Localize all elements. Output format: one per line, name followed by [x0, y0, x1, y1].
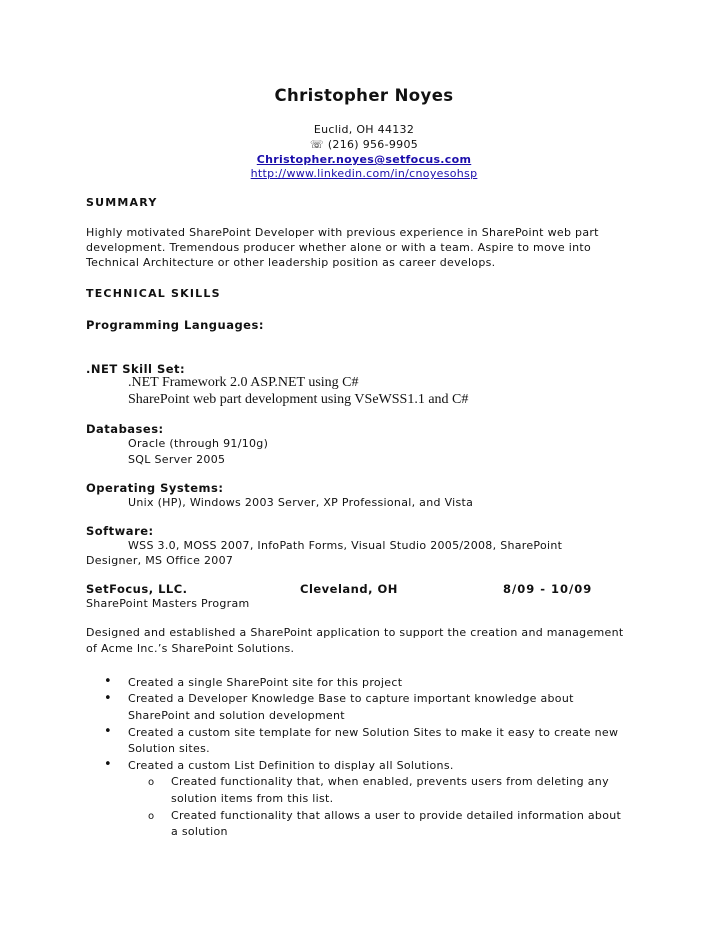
software-label: Software: — [86, 524, 154, 538]
employment-dates: 8/09 - 10/09 — [503, 582, 593, 596]
summary-line: development. Tremendous producer whether alone or with a team. Aspire to move into — [86, 241, 592, 254]
bullet-item: Created a custom site template for new Solution Sites to make it easy to create new — [128, 726, 619, 739]
sub-bullet-item: Created functionality that allows a user to provide detailed information about — [171, 809, 622, 822]
phone-icon: ☏ — [309, 138, 325, 151]
company-location: Cleveland, OH — [300, 582, 398, 596]
net-skill-item: .NET Framework 2.0 ASP.NET using C# — [128, 375, 359, 390]
summary-line: Technical Architecture or other leadership position as career develops. — [86, 256, 496, 269]
summary-line: Highly motivated SharePoint Developer with previous experience in SharePoint web part — [86, 226, 599, 239]
experience-description: of Acme Inc.’s SharePoint Solutions. — [86, 642, 295, 655]
bullet-icon: • — [104, 691, 112, 706]
net-skill-set-label: .NET Skill Set: — [86, 362, 186, 376]
phone — [0, 138, 728, 151]
software-line: WSS 3.0, MOSS 2007, InfoPath Forms, Visual Studio 2005/2008, SharePoint — [128, 539, 563, 552]
bullet-icon: • — [104, 674, 112, 689]
sub-bullet-icon: o — [148, 777, 155, 788]
bullet-item-continued: Solution sites. — [128, 742, 210, 755]
databases-label: Databases: — [86, 422, 164, 436]
resume-name: Christopher Noyes — [274, 86, 454, 105]
linkedin-link[interactable]: http://www.linkedin.com/in/cnoyesohsp — [250, 167, 478, 180]
phone-number: (216) 956-9905 — [327, 138, 419, 151]
software-line: Designer, MS Office 2007 — [86, 554, 234, 567]
linkedin-link-row — [0, 167, 728, 180]
bullet-item-continued: SharePoint and solution development — [128, 709, 345, 722]
bullet-item: Created a custom List Definition to display all Solutions. — [128, 759, 454, 772]
database-item: SQL Server 2005 — [128, 453, 226, 466]
email-link-row — [0, 153, 728, 166]
bullet-icon: • — [104, 757, 112, 772]
bullet-icon: • — [104, 724, 112, 739]
sub-bullet-item-continued: solution items from this list. — [171, 792, 334, 805]
programming-languages-label: Programming Languages: — [86, 318, 264, 332]
email-link[interactable]: Christopher.noyes@setfocus.com — [256, 153, 472, 166]
database-item: Oracle (through 91/10g) — [128, 437, 269, 450]
experience-description: Designed and established a SharePoint application to support the creation and management — [86, 626, 624, 639]
company-name: SetFocus, LLC. — [86, 582, 188, 596]
summary-heading: SUMMARY — [86, 196, 158, 209]
operating-systems-label: Operating Systems: — [86, 481, 224, 495]
program-title: SharePoint Masters Program — [86, 597, 250, 610]
sub-bullet-item-continued: a solution — [171, 825, 228, 838]
sub-bullet-icon: o — [148, 811, 155, 822]
bullet-item: Created a single SharePoint site for this project — [128, 676, 403, 689]
bullet-item: Created a Developer Knowledge Base to capture important knowledge about — [128, 692, 574, 705]
sub-bullet-item: Created functionality that, when enabled, prevents users from deleting any — [171, 775, 609, 788]
os-item: Unix (HP), Windows 2003 Server, XP Professional, and Vista — [128, 496, 474, 509]
net-skill-item: SharePoint web part development using VSeWSS1.1 and C# — [128, 392, 469, 407]
address: Euclid, OH 44132 — [313, 123, 415, 136]
technical-skills-heading: TECHNICAL SKILLS — [86, 287, 221, 300]
